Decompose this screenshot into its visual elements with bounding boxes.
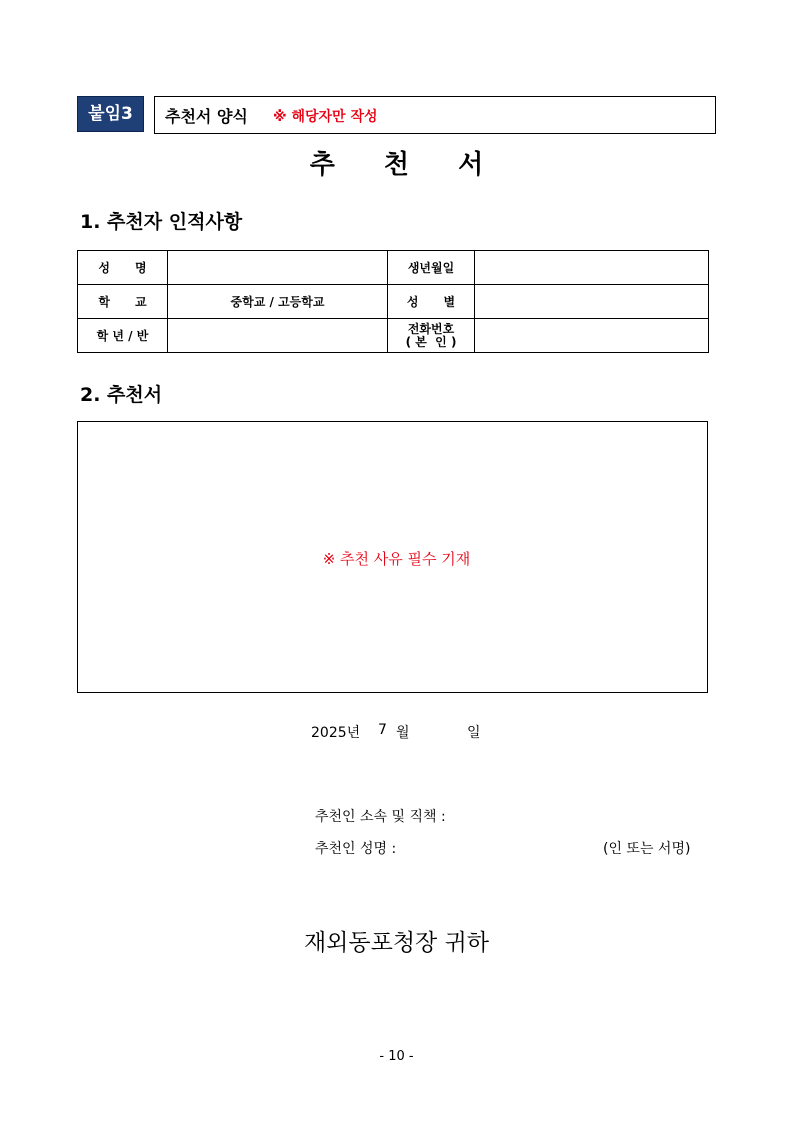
phone-label-line2: ( 본 인 ) <box>405 334 457 349</box>
table-row <box>78 285 709 319</box>
birthdate-label: 생년월일 <box>388 251 475 285</box>
table-row <box>78 251 709 285</box>
addressee: 재외동포청장 귀하 <box>303 930 490 956</box>
school-label: 학 교 <box>78 285 168 319</box>
recommender-affiliation-label: 추천인 소속 및 직책 : <box>315 809 446 825</box>
seal-signature-label: (인 또는 서명) <box>603 841 691 857</box>
birthdate-field[interactable] <box>475 251 709 285</box>
phone-label-line1: 전화번호 <box>407 321 455 336</box>
section2-title: 2. 추천서 <box>80 384 163 406</box>
form-title: 추천서 양식 <box>165 107 248 126</box>
page-number: - 10 - <box>379 1049 414 1064</box>
name-field[interactable] <box>168 251 388 285</box>
school-field[interactable]: 중학교 / 고등학교 <box>168 285 388 319</box>
gender-label: 성 별 <box>388 285 475 319</box>
date-day-unit: 일 <box>467 725 481 741</box>
gender-field[interactable] <box>475 285 709 319</box>
form-note: ※ 해당자만 작성 <box>273 109 378 125</box>
name-label: 성 명 <box>78 251 168 285</box>
date-year: 2025년 <box>311 725 361 741</box>
recommender-name-label: 추천인 성명 : <box>315 841 397 857</box>
date-month-unit: 월 <box>396 725 410 741</box>
table-row <box>78 319 709 353</box>
grade-class-label: 학 년 / 반 <box>78 319 168 353</box>
personal-info-table <box>77 250 709 353</box>
phone-field[interactable] <box>475 319 709 353</box>
phone-label <box>388 319 475 353</box>
grade-class-field[interactable] <box>168 319 388 353</box>
date-month[interactable]: 7 <box>378 722 387 738</box>
document-title: 추 천 서 <box>309 150 504 180</box>
section1-title: 1. 추천자 인적사항 <box>80 211 243 233</box>
recommendation-note: ※ 추천 사유 필수 기재 <box>322 550 471 568</box>
attachment-tag: 붙임3 <box>77 96 144 132</box>
